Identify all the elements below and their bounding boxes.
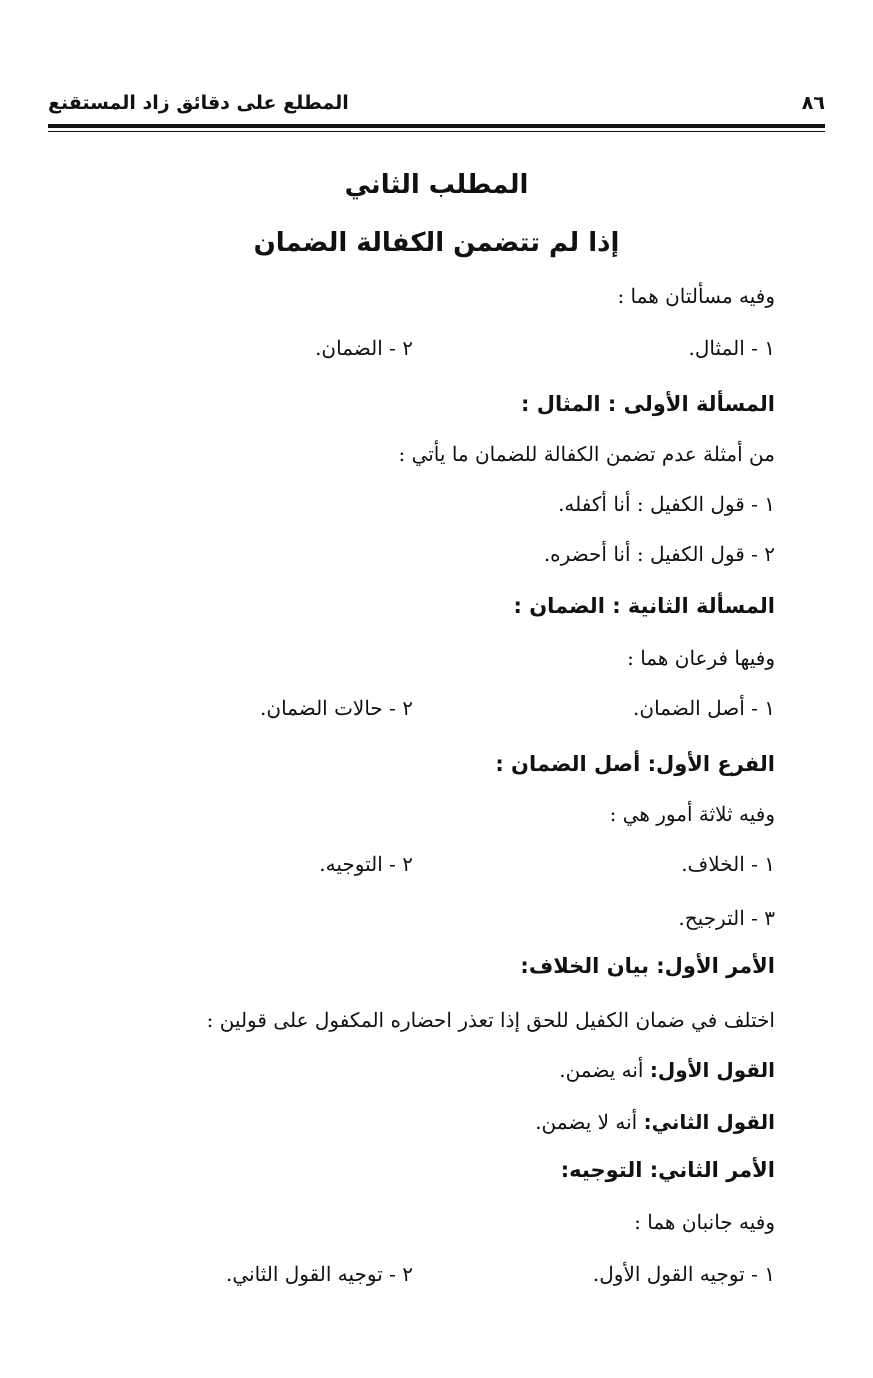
question-2-item-2: ٢ - حالات الضمان. [260, 696, 413, 720]
matter-2-item-1: ١ - توجيه القول الأول. [592, 1262, 775, 1286]
question-1-item-1: ١ - قول الكفيل : أنا أكفله. [558, 492, 775, 516]
matter-2-title: الأمر الثاني: التوجيه: [560, 1158, 775, 1182]
branch-1-item-1: ١ - الخلاف. [681, 852, 775, 876]
question-2-item-1: ١ - أصل الضمان. [633, 696, 775, 720]
intro-text: وفيه مسألتان هما : [617, 284, 775, 308]
page-header [48, 92, 825, 122]
matter-1-opinion-2 [535, 1110, 775, 1134]
branch-1-item-3: ٣ - الترجيح. [678, 906, 775, 930]
running-title: المطلع على دقائق زاد المستقنع [48, 92, 349, 114]
section-heading: المطلب الثاني [344, 170, 529, 200]
question-1-title: المسألة الأولى : المثال : [521, 392, 775, 416]
matter-1-text: اختلف في ضمان الكفيل للحق إذا تعذر احضاره المكفول على قولين : [206, 1008, 775, 1032]
opinion-1-label: القول الأول: [649, 1058, 775, 1082]
matter-2-item-2: ٢ - توجيه القول الثاني. [226, 1262, 413, 1286]
page-number: ٨٦ [801, 92, 825, 114]
header-rule-thick [48, 124, 825, 128]
intro-item-2: ٢ - الضمان. [315, 336, 413, 360]
matter-2-text: وفيه جانبان هما : [634, 1210, 775, 1234]
opinion-1-text: أنه يضمن. [559, 1058, 644, 1082]
section-subtitle: إذا لم تتضمن الكفالة الضمان [253, 228, 620, 258]
branch-1-text: وفيه ثلاثة أمور هي : [609, 802, 775, 826]
question-2-title: المسألة الثانية : الضمان : [513, 594, 775, 618]
matter-1-opinion-1 [559, 1058, 775, 1082]
branch-1-item-2: ٢ - التوجيه. [319, 852, 413, 876]
intro-item-1: ١ - المثال. [688, 336, 775, 360]
matter-1-title: الأمر الأول: بيان الخلاف: [520, 954, 775, 978]
question-1-item-2: ٢ - قول الكفيل : أنا أحضره. [543, 542, 775, 566]
opinion-2-label: القول الثاني: [643, 1110, 775, 1134]
branch-1-title: الفرع الأول: أصل الضمان : [495, 752, 775, 776]
opinion-2-text: أنه لا يضمن. [535, 1110, 638, 1134]
header-rule-thin [48, 131, 825, 132]
question-1-text: من أمثلة عدم تضمن الكفالة للضمان ما يأتي : [398, 442, 775, 466]
question-2-text: وفيها فرعان هما : [627, 646, 775, 670]
